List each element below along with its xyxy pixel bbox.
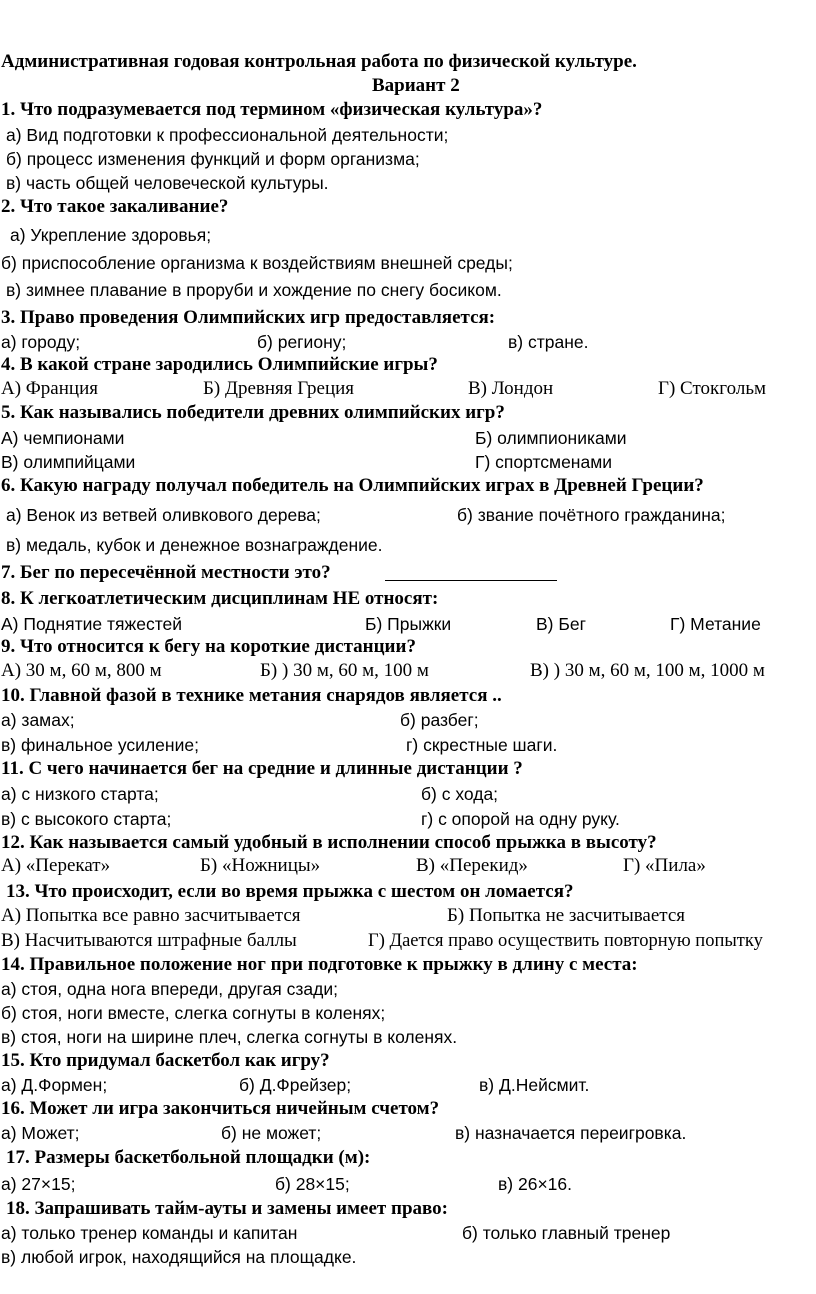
q18-option-b: б) только главный тренер (462, 1223, 671, 1243)
q4-options-row (1, 378, 811, 400)
question-11: 11. С чего начинается бег на средние и длинные дистанции ? (1, 758, 523, 779)
q9-option-a: А) 30 м, 60 м, 800 м (1, 660, 162, 681)
q10-options-row-1 (1, 709, 801, 731)
q1-option-a: а) Вид подготовки к профессиональной деятельности; (6, 125, 449, 145)
q5-option-b: Б) олимпиониками (475, 428, 627, 448)
q13-options-row-1 (1, 905, 813, 927)
q9-option-c: В) ) 30 м, 60 м, 100 м, 1000 м (530, 660, 765, 681)
q17-option-c: в) 26×16. (498, 1174, 572, 1194)
q18-option-c: в) любой игрок, находящийся на площадке. (1, 1247, 357, 1267)
question-13: 13. Что происходит, если во время прыжка с шестом он ломается? (6, 881, 574, 902)
question-14: 14. Правильное положение ног при подготовке к прыжку в длину с места: (1, 954, 638, 975)
q6-options-row (6, 504, 806, 526)
q17-options-row (1, 1173, 801, 1195)
q5-options-row-2 (1, 451, 801, 473)
q12-option-b: Б) «Ножницы» (200, 855, 321, 876)
q2-option-c: в) зимнее плавание в проруби и хождение по снегу босиком. (6, 280, 502, 300)
q11-option-a: а) с низкого старта; (1, 784, 159, 804)
q14-option-a: а) стоя, одна нога впереди, другая сзади; (1, 979, 338, 999)
q6-option-c: в) медаль, кубок и денежное вознаграждение. (6, 535, 383, 555)
q6-option-b: б) звание почётного гражданина; (457, 505, 726, 525)
q16-option-a: а) Может; (1, 1123, 80, 1143)
q13-option-a: А) Попытка все равно засчитывается (1, 905, 301, 926)
q7-row (1, 562, 801, 584)
question-18: 18. Запрашивать тайм-ауты и замены имеет право: (6, 1198, 448, 1219)
q1-option-b: б) процесс изменения функций и форм организма; (6, 149, 420, 169)
q18-option-a: а) только тренер команды и капитан (1, 1223, 298, 1243)
q15-option-b: б) Д.Фрейзер; (239, 1075, 352, 1095)
q8-options-row (1, 613, 811, 635)
q9-option-b: Б) ) 30 м, 60 м, 100 м (260, 660, 429, 681)
question-16: 16. Может ли игра закончиться ничейным счетом? (1, 1098, 440, 1119)
question-2: 2. Что такое закаливание? (1, 196, 229, 217)
q16-option-c: в) назначается переигровка. (455, 1123, 687, 1143)
q13-option-b: Б) Попытка не засчитывается (447, 905, 686, 926)
q4-option-c: В) Лондон (468, 378, 554, 399)
q15-options-row (1, 1074, 801, 1096)
q11-options-row-2 (1, 808, 801, 830)
q15-option-c: в) Д.Нейсмит. (479, 1075, 590, 1095)
question-17: 17. Размеры баскетбольной площадки (м): (6, 1147, 371, 1168)
q14-option-b: б) стоя, ноги вместе, слегка согнуты в коленях; (1, 1003, 386, 1023)
q16-options-row (1, 1122, 801, 1144)
question-7: 7. Бег по пересечённой местности это? (1, 562, 331, 583)
q8-option-b: Б) Прыжки (365, 614, 452, 634)
question-6: 6. Какую награду получал победитель на Олимпийских играх в Древней Греции? (1, 475, 704, 496)
question-15: 15. Кто придумал баскетбол как игру? (1, 1050, 330, 1071)
q7-answer-blank[interactable] (385, 562, 557, 581)
q16-option-b: б) не может; (221, 1123, 322, 1143)
q8-option-c: В) Бег (536, 614, 586, 634)
question-9: 9. Что относится к бегу на короткие дистанции? (1, 636, 416, 657)
q1-option-c: в) часть общей человеческой культуры. (6, 173, 329, 193)
q3-option-c: в) стране. (508, 332, 589, 352)
variant-label: Вариант 2 (372, 75, 460, 96)
q15-option-a: а) Д.Формен; (1, 1075, 108, 1095)
q10-options-row-2 (1, 734, 801, 756)
q2-option-b: б) приспособление организма к воздействиям внешней среды; (1, 253, 513, 273)
q9-options-row (1, 660, 811, 682)
q12-option-a: А) «Перекат» (1, 855, 111, 876)
q3-option-a: а) городу; (1, 332, 81, 352)
q17-option-b: б) 28×15; (275, 1174, 350, 1194)
q4-option-a: А) Франция (1, 378, 98, 399)
q13-options-row-2 (1, 930, 813, 952)
q5-option-d: Г) спортсменами (475, 452, 613, 472)
q8-option-a: А) Поднятие тяжестей (1, 614, 183, 634)
q10-option-a: а) замах; (1, 710, 75, 730)
q10-option-d: г) скрестные шаги. (406, 735, 558, 755)
q3-options-row (1, 331, 801, 353)
q11-options-row-1 (1, 783, 801, 805)
question-3: 3. Право проведения Олимпийских игр предоставляется: (1, 307, 496, 328)
q5-options-row-1 (1, 427, 801, 449)
doc-title: Административная годовая контрольная работа по физической культуре. (1, 51, 637, 72)
q11-option-c: в) с высокого старта; (1, 809, 172, 829)
q18-options-row (1, 1222, 801, 1244)
question-5: 5. Как назывались победители древних олимпийских игр? (1, 402, 505, 423)
q3-option-b: б) региону; (257, 332, 347, 352)
q10-option-b: б) разбег; (400, 710, 479, 730)
question-4: 4. В какой стране зародились Олимпийские игры? (1, 354, 438, 375)
question-8: 8. К легкоатлетическим дисциплинам НЕ относят: (1, 588, 439, 609)
q13-option-d: Г) Дается право осуществить повторную попытку (368, 931, 763, 951)
q14-option-c: в) стоя, ноги на ширине плеч, слегка согнуты в коленях. (1, 1027, 458, 1047)
q5-option-c: В) олимпийцами (1, 452, 136, 472)
q5-option-a: А) чемпионами (1, 428, 125, 448)
q4-option-b: Б) Древняя Греция (203, 378, 355, 399)
q12-option-d: Г) «Пила» (623, 855, 706, 876)
question-1: 1. Что подразумевается под термином «физическая культура»? (1, 99, 543, 120)
q8-option-d: Г) Метание (670, 614, 761, 634)
q12-options-row (1, 855, 811, 877)
question-12: 12. Как называется самый удобный в исполнении способ прыжка в высоту? (1, 832, 657, 853)
q6-option-a: а) Венок из ветвей оливкового дерева; (6, 505, 321, 525)
q2-option-a: а) Укрепление здоровья; (10, 225, 212, 245)
q11-option-b: б) с хода; (421, 784, 499, 804)
q12-option-c: В) «Перекид» (416, 855, 528, 876)
q17-option-a: а) 27×15; (1, 1174, 76, 1194)
q10-option-c: в) финальное усиление; (1, 735, 199, 755)
question-10: 10. Главной фазой в технике метания снарядов является .. (1, 685, 502, 706)
q13-option-c: В) Насчитываются штрафные баллы (1, 930, 297, 951)
q4-option-d: Г) Стокгольм (658, 378, 767, 399)
q11-option-d: г) с опорой на одну руку. (421, 809, 620, 829)
